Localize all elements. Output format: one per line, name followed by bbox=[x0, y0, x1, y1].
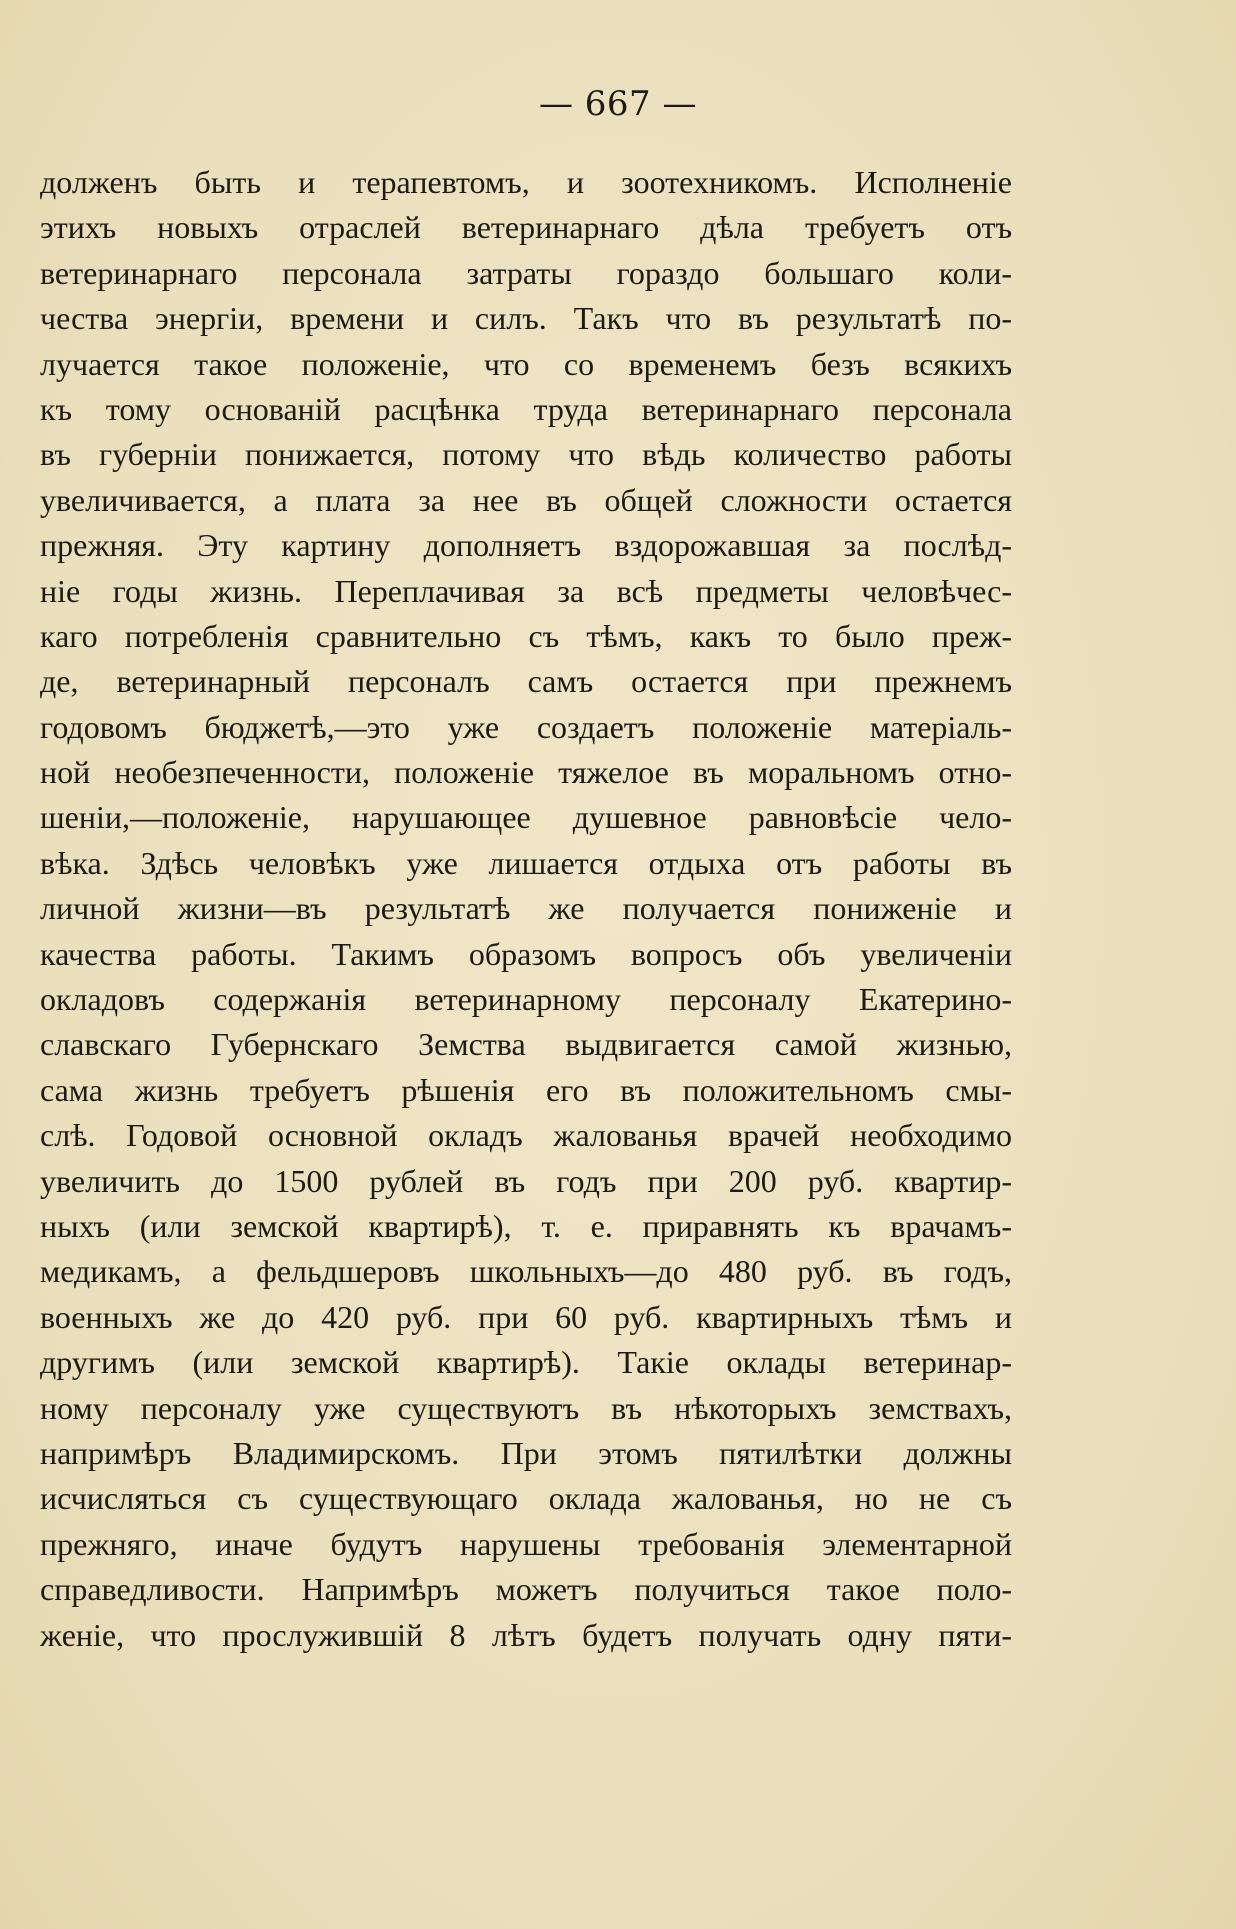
text-line: качества работы. Такимъ образомъ вопросъ объ увеличеніи bbox=[40, 935, 1012, 972]
body-text bbox=[40, 160, 1012, 1658]
text-line: въ губерніи понижается, потому что вѣдь количество работы bbox=[40, 436, 1012, 473]
text-line: военныхъ же до 420 руб. при 60 руб. квартирныхъ тѣмъ и bbox=[40, 1298, 1012, 1335]
text-line: этихъ новыхъ отраслей ветеринарнаго дѣла требуетъ отъ bbox=[40, 209, 1012, 246]
text-line: увеличивается, а плата за нее въ общей сложности остается bbox=[40, 481, 1012, 518]
text-line: напримѣръ Владимирскомъ. При этомъ пятилѣтки должны bbox=[40, 1434, 1012, 1471]
text-line: женіе, что прослужившій 8 лѣтъ будетъ получать одну пяти- bbox=[40, 1616, 1012, 1653]
text-line: ныхъ (или земской квартирѣ), т. е. приравнять къ врачамъ- bbox=[40, 1207, 1012, 1244]
text-line: ному персоналу уже существуютъ въ нѣкоторыхъ земствахъ, bbox=[40, 1389, 1012, 1426]
text-line: окладовъ содержанія ветеринарному персоналу Екатерино- bbox=[40, 981, 1012, 1018]
text-line: ніе годы жизнь. Переплачивая за всѣ предметы человѣчес- bbox=[40, 572, 1012, 609]
text-line: ветеринарнаго персонала затраты гораздо большаго коли- bbox=[40, 254, 1012, 291]
text-line: прежняя. Эту картину дополняетъ вздорожавшая за послѣд- bbox=[40, 527, 1012, 564]
text-line: другимъ (или земской квартирѣ). Такіе оклады ветеринар- bbox=[40, 1344, 1012, 1381]
text-line: сама жизнь требуетъ рѣшенія его въ положительномъ смы- bbox=[40, 1071, 1012, 1108]
page-number: — 667 — bbox=[538, 84, 697, 124]
text-line: славскаго Губернскаго Земства выдвигается самой жизнью, bbox=[40, 1026, 1012, 1063]
text-line: медикамъ, а фельдшеровъ школьныхъ—до 480 руб. въ годъ, bbox=[40, 1253, 1012, 1290]
text-line: шеніи,—положеніе, нарушающее душевное равновѣсіе чело- bbox=[40, 799, 1012, 836]
text-line: справедливости. Напримѣръ можетъ получиться такое поло- bbox=[40, 1571, 1012, 1608]
text-line: каго потребленія сравнительно съ тѣмъ, какъ то было преж- bbox=[40, 617, 1012, 654]
text-line: чества энергіи, времени и силъ. Такъ что въ результатѣ по- bbox=[40, 300, 1012, 337]
text-line: прежняго, иначе будутъ нарушены требованія элементарной bbox=[40, 1525, 1012, 1562]
text-line: къ тому основаній расцѣнка труда ветеринарнаго персонала bbox=[40, 390, 1012, 427]
text-line: долженъ быть и терапевтомъ, и зоотехникомъ. Исполненіе bbox=[40, 164, 1012, 200]
text-line: увеличить до 1500 рублей въ годъ при 200 руб. квартир- bbox=[40, 1162, 1012, 1199]
text-line: слѣ. Годовой основной окладъ жалованья врачей необходимо bbox=[40, 1117, 1012, 1154]
text-line: годовомъ бюджетѣ,—это уже создаетъ положеніе матеріаль- bbox=[40, 708, 1012, 745]
text-line: де, ветеринарный персоналъ самъ остается при прежнемъ bbox=[40, 663, 1012, 700]
text-line: ной необезпеченности, положеніе тяжелое въ моральномъ отно- bbox=[40, 754, 1012, 791]
text-line: лучается такое положеніе, что со временемъ безъ всякихъ bbox=[40, 345, 1012, 382]
text-line: вѣка. Здѣсь человѣкъ уже лишается отдыха отъ работы въ bbox=[40, 844, 1012, 881]
text-line: исчисляться съ существующаго оклада жалованья, но не съ bbox=[40, 1480, 1012, 1517]
text-line: личной жизни—въ результатѣ же получается пониженіе и bbox=[40, 890, 1012, 927]
